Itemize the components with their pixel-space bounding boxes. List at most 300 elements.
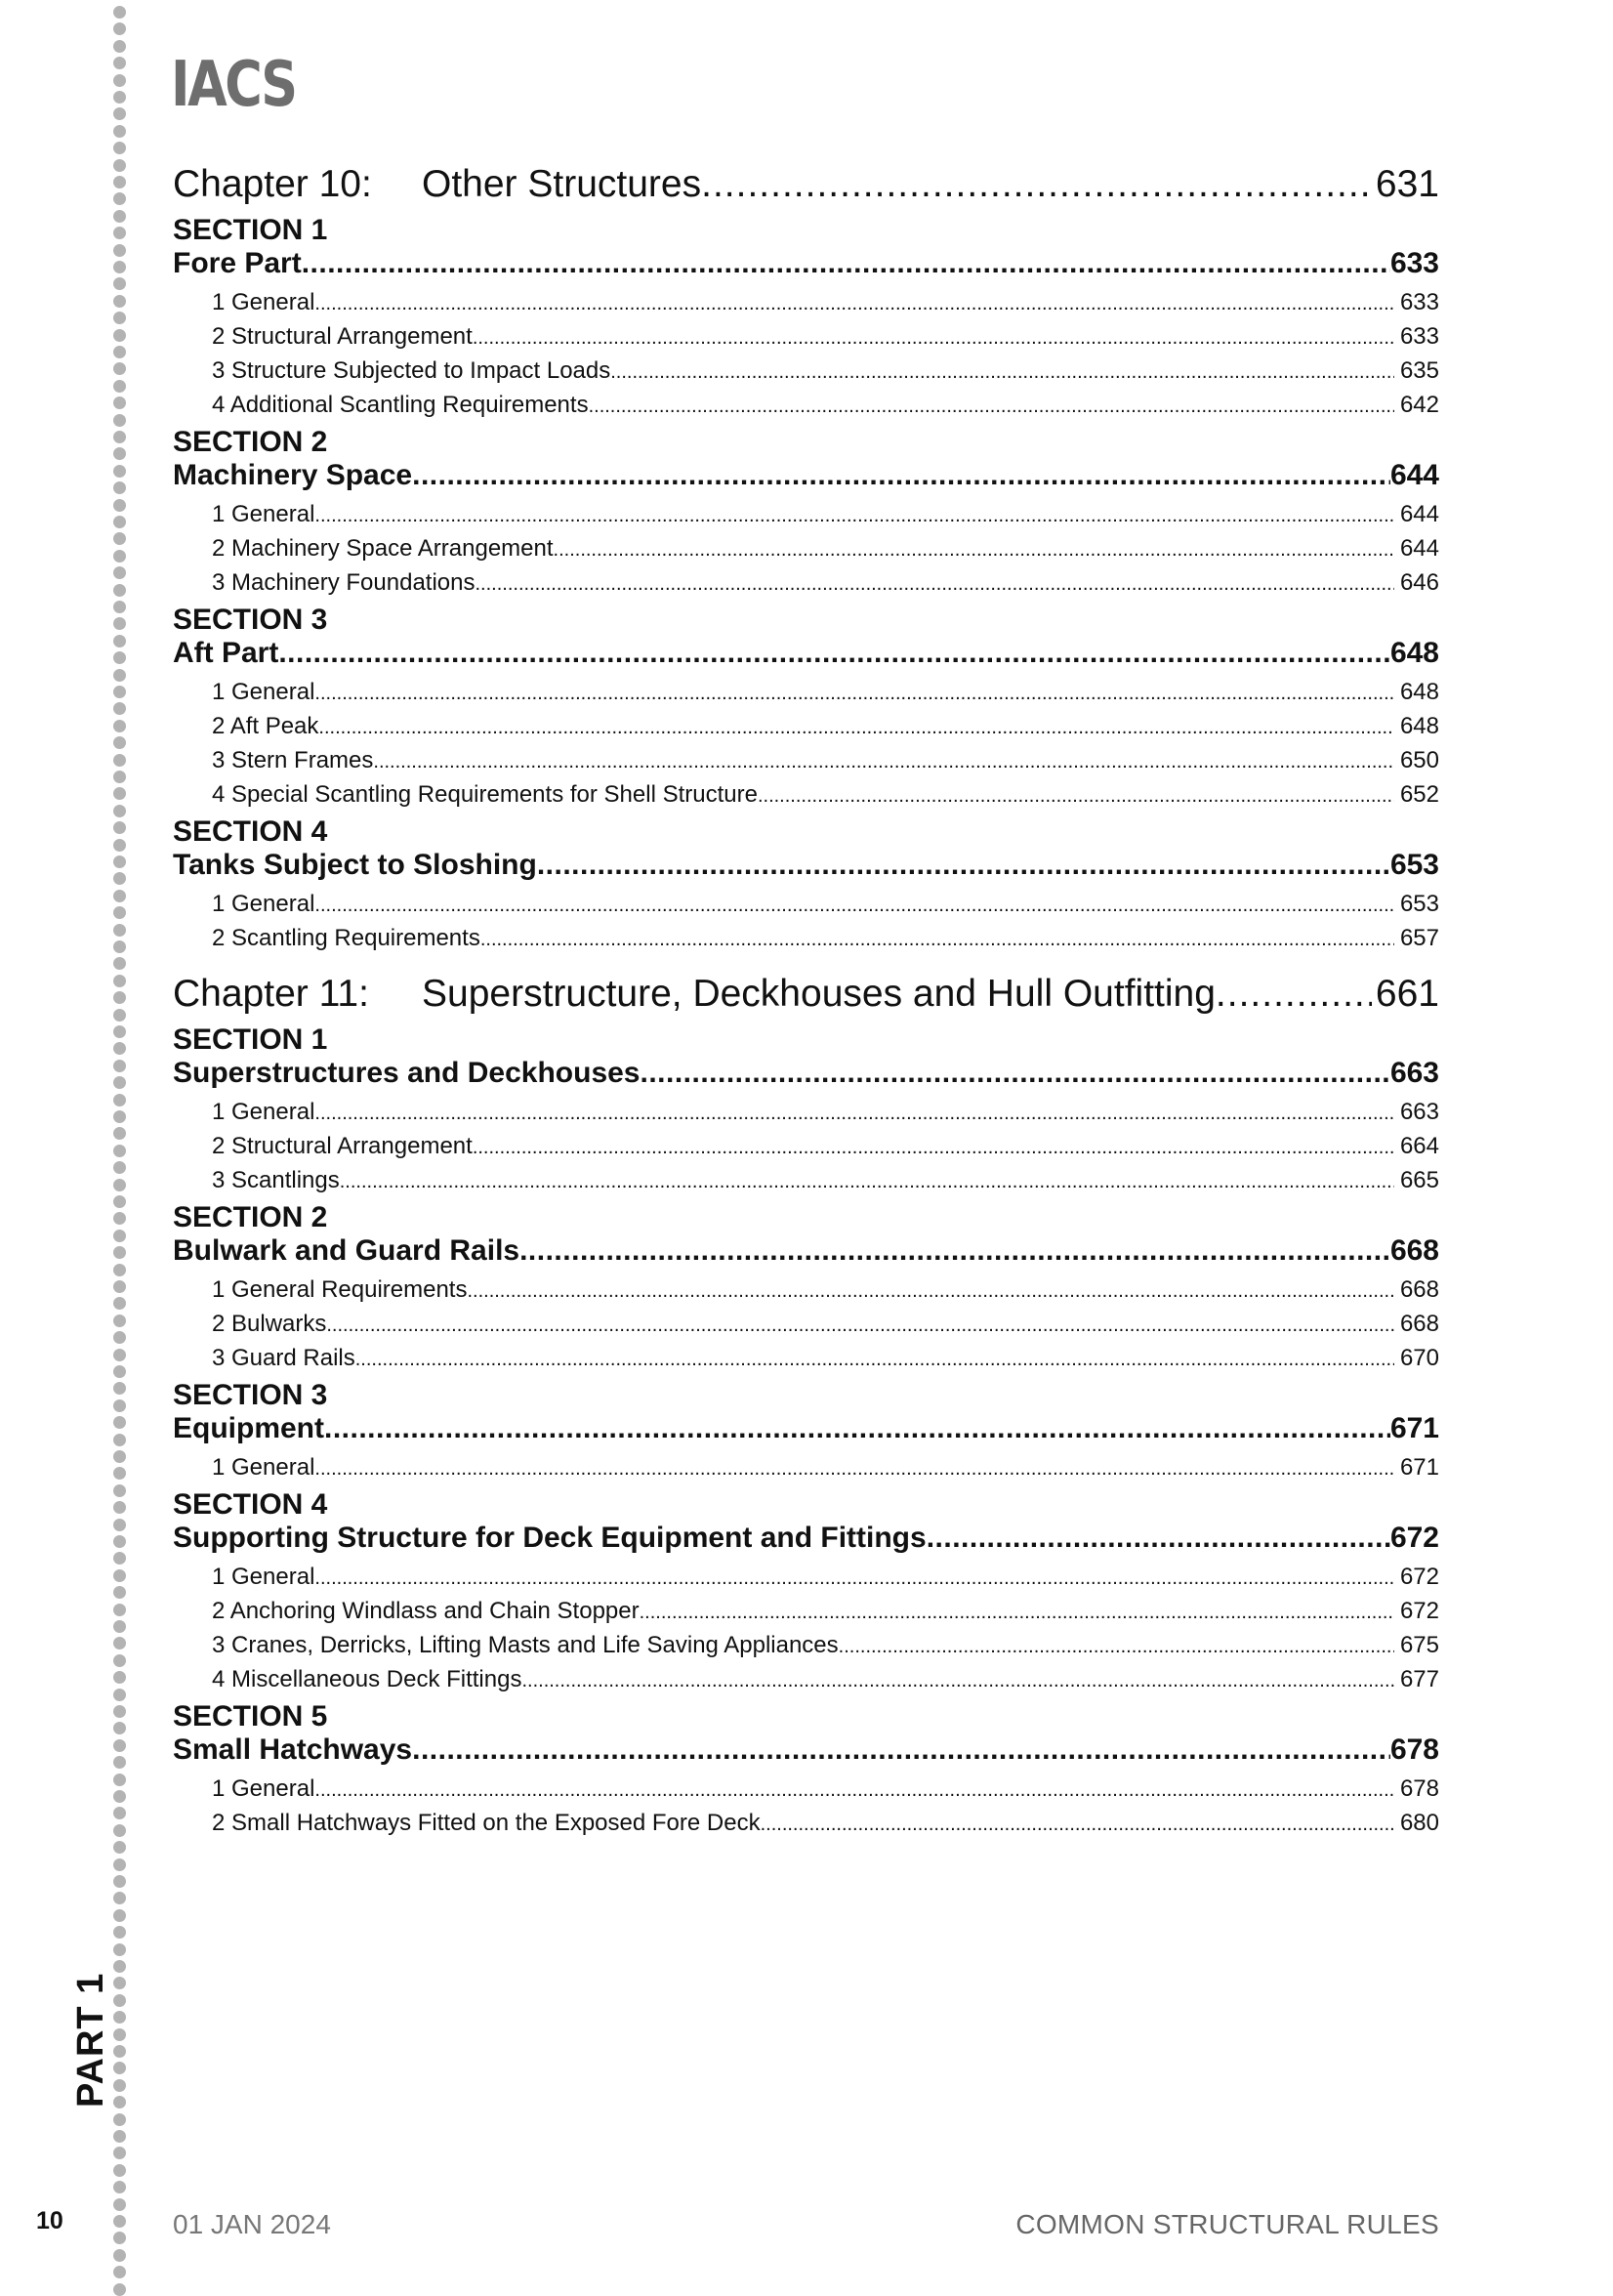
binding-dot [113,516,126,528]
binding-dot [113,1042,126,1055]
binding-dot [113,787,126,800]
toc-entry-title: 2 Small Hatchways Fitted on the Exposed Fore Deck [212,1810,761,1836]
binding-dot [113,736,126,749]
dot-leader [640,1596,1394,1630]
binding-dot [113,2045,126,2058]
binding-dots [113,0,129,2283]
dot-leader [1216,973,1372,1016]
binding-dot [113,651,126,664]
section-label: SECTION 4 [173,1488,328,1521]
binding-dot [113,1943,126,1956]
binding-dot [113,2266,126,2278]
section-label: SECTION 4 [173,815,328,848]
binding-dot [113,227,126,239]
toc-entry[interactable] [173,388,1439,422]
page-ref: 664 [1399,1133,1439,1159]
binding-dot [113,2215,126,2228]
page-ref: 633 [1389,247,1439,279]
binding-dot [113,1195,126,1208]
binding-dot [113,584,126,597]
page-ref: 648 [1399,679,1439,705]
toc-entry-title: 3 Guard Rails [212,1345,355,1371]
toc-entry[interactable] [173,1095,1439,1129]
binding-dot [113,1434,126,1446]
iacs-logo: IACS [171,49,296,121]
toc-entry-title: 1 General [212,1564,315,1590]
binding-dot [113,362,126,375]
section-heading-title: Superstructures and Deckhouses [173,1057,641,1089]
toc-entry[interactable] [173,777,1439,812]
binding-dot [113,1552,126,1565]
binding-dot [113,465,126,478]
binding-dot [113,720,126,732]
binding-dot [113,1824,126,1837]
section-heading-title: Aft Part [173,637,279,669]
binding-dot [113,176,126,188]
section-label: SECTION 5 [173,1700,328,1732]
binding-dot [113,601,126,613]
binding-dot [113,2249,126,2262]
binding-dot [113,1416,126,1429]
toc-entry[interactable] [173,743,1439,777]
toc-entry-title: 3 Machinery Foundations [212,569,476,596]
toc-entry-title: 1 General [212,891,315,917]
dot-leader [314,499,1394,533]
page-ref: 678 [1389,1733,1439,1766]
toc-entry[interactable] [173,887,1439,921]
page-ref: 653 [1389,849,1439,881]
binding-dot [113,447,126,460]
section-heading[interactable] [173,1057,1439,1095]
binding-dot [113,1926,126,1939]
page-ref: 652 [1399,781,1439,808]
page-ref: 677 [1399,1666,1439,1692]
binding-dot [113,1297,126,1310]
binding-dot [113,669,126,682]
binding-dot [113,975,126,987]
binding-dot [113,125,126,138]
page-ref: 633 [1399,289,1439,315]
section-heading[interactable] [173,1234,1439,1273]
page-ref: 663 [1389,1057,1439,1089]
binding-dot [113,1569,126,1582]
section-heading-title: Tanks Subject to Sloshing [173,849,537,881]
binding-dot [113,1739,126,1752]
dot-leader [475,567,1393,602]
toc-entry-title: 2 Structural Arrangement [212,323,473,350]
dot-leader [314,1774,1394,1808]
chapter-number: Chapter 11: [173,973,369,1015]
dot-leader [355,1343,1394,1377]
toc-entry[interactable] [173,1594,1439,1628]
page-ref: 675 [1399,1632,1439,1658]
binding-dot [113,1858,126,1871]
section-heading-title: Bulwark and Guard Rails [173,1234,520,1267]
dot-leader [314,1562,1394,1596]
binding-dot [113,821,126,834]
binding-dot [113,1094,126,1106]
dot-leader [412,1733,1390,1767]
section-label: SECTION 1 [173,214,328,246]
binding-dot [113,1892,126,1904]
dot-leader [480,923,1394,957]
page-ref: 644 [1389,459,1439,491]
binding-dot [113,686,126,698]
toc-entry-title: 1 General [212,679,315,705]
dot-leader [340,1165,1394,1199]
chapter-number: Chapter 10: [173,163,372,205]
binding-dot [113,1467,126,1480]
binding-dot [113,1774,126,1786]
dot-leader [641,1057,1390,1090]
section-label: SECTION 2 [173,426,328,458]
page-ref: 665 [1399,1167,1439,1193]
binding-dot [113,702,126,715]
chapter-heading[interactable] [173,973,1439,1020]
binding-dot [113,1705,126,1718]
page-ref: 631 [1375,163,1439,205]
binding-dot [113,1501,126,1514]
toc-entry[interactable] [173,675,1439,709]
page-ref: 672 [1399,1564,1439,1590]
binding-dot [113,1212,126,1225]
binding-dot [113,2147,126,2159]
toc-entry-title: 3 Stern Frames [212,747,374,773]
toc-entry-title: 2 Structural Arrangement [212,1133,473,1159]
binding-dot [113,6,126,19]
toc-entry-title: 3 Cranes, Derricks, Lifting Masts and Life Saving Appliances [212,1632,839,1658]
binding-dot [113,1637,126,1649]
toc-entry-title: 2 Bulwarks [212,1311,327,1337]
footer-title: COMMON STRUCTURAL RULES [1015,2209,1439,2239]
binding-dot [113,74,126,87]
dot-leader [302,247,1390,280]
page-number: 10 [36,2207,63,2234]
binding-dot [113,1110,126,1123]
binding-dot [113,550,126,563]
binding-dot [113,142,126,154]
chapter-heading[interactable] [173,163,1439,210]
binding-dot [113,1025,126,1038]
chapter-heading-title: Superstructure, Deckhouses and Hull Outfitting [422,973,1216,1015]
page-ref: 661 [1375,973,1439,1015]
toc-entry-title: 2 Anchoring Windlass and Chain Stopper [212,1598,640,1624]
dot-leader [314,889,1394,923]
page-ref: 648 [1389,637,1439,669]
dot-leader [473,1131,1394,1165]
binding-dot [113,1790,126,1803]
page-ref: 668 [1399,1276,1439,1303]
binding-dot [113,1161,126,1174]
dot-leader [521,1664,1393,1698]
footer-date: 01 JAN 2024 [173,2209,331,2239]
section-heading-title: Supporting Structure for Deck Equipment and Fittings [173,1522,927,1554]
section-heading[interactable] [173,459,1439,497]
toc-entry-title: 2 Scantling Requirements [212,925,480,951]
binding-dot [113,617,126,630]
binding-dot [113,1960,126,1973]
binding-dot [113,957,126,970]
page-ref: 646 [1399,569,1439,596]
dot-leader [467,1274,1393,1309]
binding-dot [113,805,126,817]
toc-entry[interactable] [173,1450,1439,1484]
binding-dot [113,1535,126,1548]
toc-entry-title: 1 General [212,1454,315,1481]
toc-entry[interactable] [173,1273,1439,1307]
section-heading[interactable] [173,637,1439,675]
toc-entry-title: 2 Aft Peak [212,713,319,739]
binding-dot [113,2198,126,2211]
toc-entry-title: 1 General [212,1099,315,1125]
page-ref: 671 [1399,1454,1439,1481]
binding-dot [113,771,126,783]
binding-dot [113,57,126,69]
page-ref: 668 [1389,1234,1439,1267]
binding-dot [113,872,126,885]
page-ref: 644 [1399,501,1439,527]
binding-dot [113,1246,126,1259]
binding-dot [113,1604,126,1616]
toc-entry-title: 1 General Requirements [212,1276,468,1303]
binding-dot [113,414,126,427]
dot-leader [412,459,1390,492]
binding-dot [113,1689,126,1701]
toc-entry-title: 2 Machinery Space Arrangement [212,535,554,562]
page-ref: 635 [1399,357,1439,384]
toc-entry[interactable] [173,1307,1439,1341]
binding-dot [113,2113,126,2126]
table-of-contents [173,163,1439,1840]
binding-dot [113,244,126,257]
toc-entry[interactable] [173,531,1439,565]
binding-dot [113,991,126,1004]
binding-dot [113,159,126,172]
page-ref: 648 [1399,713,1439,739]
binding-dot [113,635,126,647]
binding-dot [113,1076,126,1089]
section-label: SECTION 3 [173,1379,328,1411]
section-label: SECTION 1 [173,1023,328,1056]
binding-dot [113,499,126,512]
binding-dot [113,2011,126,2024]
binding-dot [113,2130,126,2143]
binding-dot [113,346,126,358]
dot-leader [326,1309,1394,1343]
page-ref: 671 [1389,1412,1439,1444]
binding-dot [113,1127,126,1140]
section-heading-title: Equipment [173,1412,324,1444]
page-ref: 670 [1399,1345,1439,1371]
binding-dot [113,277,126,290]
binding-dot [113,1671,126,1684]
binding-dot [113,856,126,868]
binding-dot [113,1382,126,1395]
toc-entry[interactable] [173,709,1439,743]
binding-dot [113,2232,126,2244]
binding-dot [113,906,126,919]
binding-dot [113,839,126,852]
toc-entry-title: 4 Miscellaneous Deck Fittings [212,1666,522,1692]
section-heading-title: Machinery Space [173,459,413,491]
page-ref: 644 [1399,535,1439,562]
section-heading-title: Fore Part [173,247,302,279]
section-heading-title: Small Hatchways [173,1733,413,1766]
binding-dot [113,1586,126,1599]
toc-entry[interactable] [173,1806,1439,1840]
binding-dot [113,1009,126,1022]
binding-dot [113,1060,126,1072]
binding-dot [113,2096,126,2108]
binding-dot [113,1315,126,1327]
binding-dot [113,532,126,545]
binding-dot [113,329,126,342]
binding-dot [113,1654,126,1667]
toc-entry-title: 3 Structure Subjected to Impact Loads [212,357,611,384]
dot-leader [701,163,1372,206]
page-ref: 633 [1399,323,1439,350]
binding-dot [113,1620,126,1633]
dot-leader [314,677,1394,711]
dot-leader [373,745,1394,779]
toc-entry[interactable] [173,1560,1439,1594]
binding-dot [113,1280,126,1293]
dot-leader [314,287,1394,321]
chapter-heading-title: Other Structures [422,163,702,205]
page-ref: 668 [1399,1311,1439,1337]
page-ref: 680 [1399,1810,1439,1836]
dot-leader [324,1412,1390,1445]
binding-dot [113,261,126,273]
binding-dot [113,1331,126,1344]
binding-dot [113,91,126,104]
binding-dot [113,1756,126,1769]
dot-leader [318,711,1394,745]
binding-dot [113,107,126,120]
binding-dot [113,192,126,205]
dot-leader [589,390,1394,424]
section-heading[interactable] [173,1522,1439,1560]
binding-dot [113,1145,126,1157]
binding-dot [113,1399,126,1412]
dot-leader [554,533,1394,567]
binding-dot [113,1264,126,1276]
toc-entry-title: 1 General [212,1775,315,1802]
toc-entry[interactable] [173,1129,1439,1163]
toc-entry[interactable] [173,1772,1439,1806]
binding-dot [113,2181,126,2193]
binding-dot [113,1179,126,1191]
binding-dot [113,924,126,937]
binding-dot [113,1230,126,1242]
toc-entry[interactable] [173,319,1439,354]
toc-entry-title: 3 Scantlings [212,1167,340,1193]
binding-dot [113,2283,126,2296]
binding-dot [113,1875,126,1888]
toc-entry[interactable] [173,565,1439,600]
toc-entry-title: 1 General [212,289,315,315]
binding-dot [113,40,126,53]
binding-dot [113,431,126,443]
dot-leader [758,779,1394,814]
page-ref: 672 [1399,1598,1439,1624]
binding-dot [113,295,126,308]
part-label: PART 1 [70,1972,111,2108]
toc-entry-title: 1 General [212,501,315,527]
page-ref: 657 [1399,925,1439,951]
section-heading[interactable] [173,849,1439,887]
dot-leader [473,321,1394,355]
toc-entry-title: 4 Special Scantling Requirements for Shell Structure [212,781,758,808]
binding-dot [113,312,126,324]
binding-dot [113,2164,126,2177]
binding-dot [113,1977,126,1989]
toc-entry[interactable] [173,1662,1439,1696]
binding-dot [113,1994,126,2007]
toc-entry[interactable] [173,1163,1439,1197]
binding-dot [113,566,126,579]
binding-dot [113,1365,126,1378]
binding-dot [113,22,126,35]
page-ref: 653 [1399,891,1439,917]
section-heading[interactable] [173,1412,1439,1450]
toc-entry-title: 4 Additional Scantling Requirements [212,392,589,418]
section-label: SECTION 3 [173,604,328,636]
page-ref: 663 [1399,1099,1439,1125]
toc-entry[interactable] [173,921,1439,955]
dot-leader [278,637,1390,670]
dot-leader [537,849,1390,882]
binding-dot [113,1519,126,1531]
toc-entry[interactable] [173,497,1439,531]
binding-dot [113,754,126,767]
section-heading[interactable] [173,247,1439,285]
binding-dot [113,1841,126,1854]
binding-dot [113,890,126,902]
dot-leader [314,1097,1394,1131]
binding-dot [113,1722,126,1734]
binding-dot [113,210,126,223]
binding-dot [113,2062,126,2074]
binding-dot [113,380,126,393]
binding-dot [113,1807,126,1819]
binding-dot [113,1450,126,1463]
binding-dot [113,397,126,409]
toc-entry[interactable] [173,1628,1439,1662]
dot-leader [927,1522,1390,1555]
binding-dot [113,481,126,494]
toc-entry[interactable] [173,354,1439,388]
binding-dot [113,940,126,953]
page-ref: 678 [1399,1775,1439,1802]
dot-leader [761,1808,1394,1842]
dot-leader [314,1452,1394,1486]
page-ref: 650 [1399,747,1439,773]
section-heading[interactable] [173,1733,1439,1772]
dot-leader [610,355,1394,390]
toc-entry[interactable] [173,1341,1439,1375]
page-ref: 672 [1389,1522,1439,1554]
binding-dot [113,1349,126,1361]
dot-leader [839,1630,1394,1664]
binding-dot [113,1484,126,1497]
binding-dot [113,1909,126,1922]
section-label: SECTION 2 [173,1201,328,1233]
binding-dot [113,2079,126,2092]
page-ref: 642 [1399,392,1439,418]
dot-leader [519,1234,1390,1268]
toc-entry[interactable] [173,285,1439,319]
